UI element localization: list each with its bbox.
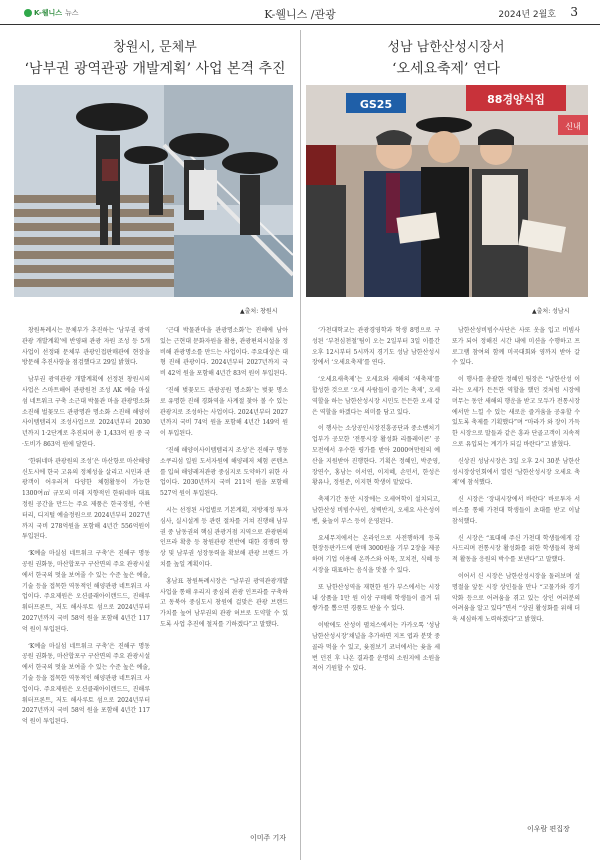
section-title: K-웰니스 /관광 xyxy=(264,8,336,21)
paragraph: ‘K예술 마실섬 네트워크 구축’은 진해구 명동공원 권화동, 마산합포구 구산면의 주요 관광시설에서 한국의 멋을 보여줄 수 있는 수준 높은 예술, 기술 등을 접목한 역동적인 해양관광 네트워크 사업이다. 주요제원은 오션클래아이랜드드, 진해루 워터프론트, 저도 해사루토 섬으로 2024년부터 2027년까지 국비 58억 원을 포함해 4년간 117억 원이 투입된다. xyxy=(22,550,150,633)
market-festival-photo xyxy=(306,85,588,297)
paragraph: 신 시장은 “표대해 주신 가천대 학생들에게 감사드리며 전통시장 활성화를 위한 학생들의 창의적 활동을 응원의 박수를 보낸다”고 말했다. xyxy=(452,534,580,564)
paragraph: 이 행사는 소상공인시장진흥공단과 중소벤처기업부가 공모한 ‘전통시장 활성화 리플레이콘’ 공모전에서 우수한 평가를 받아 2000여만원의 예산을 지원받아 진행한다. 기획은 정혜인, 박준영, 장연수, 홍남는 이서연, 이지혜, 손민서, 한성은 황유나, 정원준, 이지현 학생이 맡았다. xyxy=(312,425,440,487)
paragraph: 시는 선정된 사업별로 기본계획, 지방재정 투자심사, 실시설계 등 관련 절차를 거쳐 진행해 남부권 중 남동권의 핵심 관광거점 지역으로 관광편의 인프라 확충 등 창원관광 전반에 대한 경쟁력 향상 및 남부권 성장동력을 확보해 관광 브랜드 가치를 높일 계획이다. xyxy=(160,506,288,568)
paragraph: ‘K예술 마실섬 네트워크 구축’은 진해구 명동공원 권화동, 마산합포구 구산면의 주요 관광시설에서 한국의 멋을 보여줄 수 있는 수준 높은 예술, 기술 등을 접목한 역동적인 해양관광 네트워크 사업이다. 주요제원은 오션클래아이랜드드, 진해루 워터프론트, 저도 해사루토 섬으로 2024년부터 2027년까지 국비 58억 원을 포함해 4년간 117억 원이 투입된다. xyxy=(22,642,150,726)
paragraph: 창원특례시는 문체부가 추진하는 ‘남부권 광역관광 개발계획’에 반영돼 관광 자원 조성 등 5개 사업이 선정돼 문체부 관광인접판매관에 현장을 방문해 추진사항을 점검했다고 29일 밝혔다. xyxy=(22,327,150,367)
sign-gs25: GS25 xyxy=(359,98,393,111)
right-headline-line1: 성남 남한산성시장서 xyxy=(387,40,505,55)
right-headline xyxy=(304,38,588,80)
right-column-2 xyxy=(452,326,580,632)
paragraph: 남한산성비빔수사단은 사또 옷을 입고 비빔사또가 되어 정해진 시간 내에 미션을 수행하고 프로그램 참여의 함께 미곡대회와 영까지 받아 갈 수 있다. xyxy=(452,327,580,367)
paragraph: 축제기간 동안 시장에는 오세여학이 설치되고, 남한산성 비빔수사인, 성벽반지, 오세요 사은성이벤, 윷놀이 부스 등이 운영된다. xyxy=(312,496,440,525)
left-headline-line2: ‘남부권 광역관광 개발계획’ 사업 본격 추진 xyxy=(24,61,286,77)
paragraph: ‘오세요새축제’는 오세요와 새해의 ‘새축제’를 합성한 것으로 ‘오세 사람들이 즐기는 축제’, 오세 역할을 하는 남한산성시장 시민도 든든한 오세 같은 역할을 하겠다는 의미를 담고 있다. xyxy=(312,376,440,416)
paragraph: 신 시장은 ‘장내시장에서 바란다’ 바로투자 서비스를 통해 가천대 학생들이 초대를 받고 이날 참석했다. xyxy=(452,496,580,525)
right-byline: 이우람 편집장 xyxy=(527,825,570,833)
paragraph: ‘가천대학교는 관광경영학과 학생 8명으로 구성된 ‘부천심천철’팀이 오는 2일부터 3일 이틀간 오후 12시부터 5시까지 경기도 성남 남한산성시장에서 ‘오세요축제’를 연다. xyxy=(312,327,440,367)
stair-walk-photo xyxy=(14,85,293,297)
left-photo-credit: ▲출처: 창원시 xyxy=(240,308,278,315)
logo-text: K-웰니스 xyxy=(34,9,63,17)
logo-sub: 뉴스 xyxy=(65,9,79,17)
paragraph: ‘한뤄네마 관광원의 조성’은 마산항로 마산해양신도시에 한국 고유의 정체성을 살리고 시민과 관광객이 어우러져 다양한 체험활동이 가능한 1300여㎡ 규모의 미래 지향적인 한뤄네마 대표 정원 공간을 만드는 주요 제품은 한국정원, 수편터리, 디지털 예술정원으로 2024년부터 2027년까지 국비 278억원을 포함해 4년간 556억원이 투입된다. xyxy=(22,457,150,541)
paragraph: ‘진해 벚꽃모드 관광공원 명소화’는 벚꽃 명소로 유명한 진해 경화역을 사계절 찾아 볼 수 있는 관광지로 조성하는 사업이다. 2024년부터 2027년까지 국비 74억 원을 포함해 4년간 149억 원이 투입된다. xyxy=(160,386,288,438)
paragraph: 남부권 광역관광 개발계획에 선정된 창원시의 사업은 스마트해어 관광원천 조성 AK 예술 마실섬 네트워크 구축 소근대 박물관 마을 관광명소화 소진해 벌꽃모드 관광명관 명소화 스진해 해양이사이템템리지 조성사업으로 2024년부터 2030년까지 1·2단계로 추진되며 총 1,433억 원 중 국·도비가 863억 원에 달한다. xyxy=(22,376,150,448)
right-photo-credit: ▲출처: 성남시 xyxy=(532,308,570,315)
sign-shop: 신내 xyxy=(565,122,581,131)
left-headline xyxy=(14,38,296,80)
paragraph: 홍남표 창원특례시장은 “남부권 광역관광개발사업을 통해 우리지 중심의 관광 인프라를 구축하고 동북아 중심도시 창원에 걸맞은 관광 브랜드 가치를 높여 남부권의 관광 허브로 도약할 수 있도록 사업 추진에 철저를 기하겠다”고 말했다. xyxy=(160,577,288,628)
left-article-photo xyxy=(14,85,293,297)
left-byline: 이미주 기자 xyxy=(250,834,287,842)
paragraph: 신상진 성남시장은 3일 오후 2시 30분 남한산성시장상인회에서 열린 ‘남한산성시장 오세요 축제’에 참석했다. xyxy=(452,457,580,487)
paragraph: ‘진해 해양이사이템템리지 조성’은 진해구 명동 소쿠리섬 일원 도서자원에 해양레저 체험 콘텐츠를 입혀 해양레저관광 중심지로 도약하기 위한 사업이다. 2030년까지 국비 211억 원을 포함해 527억 원이 투입된다. xyxy=(160,446,288,498)
left-headline-line1: 창원시, 문체부 xyxy=(113,40,197,55)
paragraph: ‘근대 박물관마을 관광명소화’는 진해에 남아 있는 근현대 문화자원을 활용, 관광편의시설을 정비해 관광명소를 만드는 사업이다. 주요대상은 대형 진해 관광이다. 2024년부터 2027년까지 국비 42억 원을 포함해 4년간 83억 원이 투입된다. xyxy=(160,327,288,378)
paragraph: 또 남한산성역을 재현한 원가 부스에서는 시장 내 상품을 1만 원 이상 구매해 학생들이 즐겨 뒤 쌓가를 뽑으면 경품도 받을 수 있다. xyxy=(312,583,440,613)
paragraph: 이 행사를 총괄한 정혜인 팀장은 “남한산성 이라는 오세가 든든한 역할을 했던 것처럼 시장에 머무는 동안 새해의 행운을 받고 모두가 전통시장에서만 느낄 수 있는 새로운 즐거움을 공유할 수 있도록 축제를 기획했다”며 “마라가 와 장이 가득한 시장으로 말들과 같은 흥과 단골고객이 지속적으로 유입되는 계기가 되길 바란다”고 밝혔다. xyxy=(452,376,580,448)
left-column-2 xyxy=(160,326,288,637)
paragraph: 요세무지에서는 온라인으로 사전행하게 등록 현장등판카드에 판매 3000원을 기부 2장을 제공하며 기업 이용해 온까스와 어묵, 꼬치전, 식혜 등 시장을 대표하는 음식을 맛볼 수 있다. xyxy=(312,534,440,574)
page-number: 3 xyxy=(570,5,578,19)
sign-restaurant: 88경양식집 xyxy=(487,93,545,106)
issue-date: 2024년 2월호 xyxy=(498,10,556,20)
paragraph: 이어서 신 시장은 남한산성시장을 돌러보며 설 명절을 앞둔 시장 상인들을 만나 “고물가와 경기 악화 등으로 어려움을 겪고 있는 상인 여러분의 어려움을 알고 있다”면서 “상권 활성화를 위해 더욱 세심하게 노력하겠다”고 밝혔다. xyxy=(452,572,580,624)
right-headline-line2: ‘오세요축제’ 연다 xyxy=(391,61,501,77)
paragraph: 이밖에도 산성이 펼쳐스에서는 카카오톡 ‘성남남한산성시장’채널을 추가하면 지프 엽과 분맛 중 골라 먹을 수 있고, 윷점보기 코너에서는 윷을 세 번 던진 후 나온 결과를 운명의 소원지에 소원을 적어 기원할 수 있다. xyxy=(312,622,440,673)
page-header xyxy=(0,0,600,25)
right-column-1 xyxy=(312,326,440,681)
right-article-photo xyxy=(306,85,588,297)
column-divider xyxy=(300,30,301,860)
left-column-1 xyxy=(22,326,150,734)
